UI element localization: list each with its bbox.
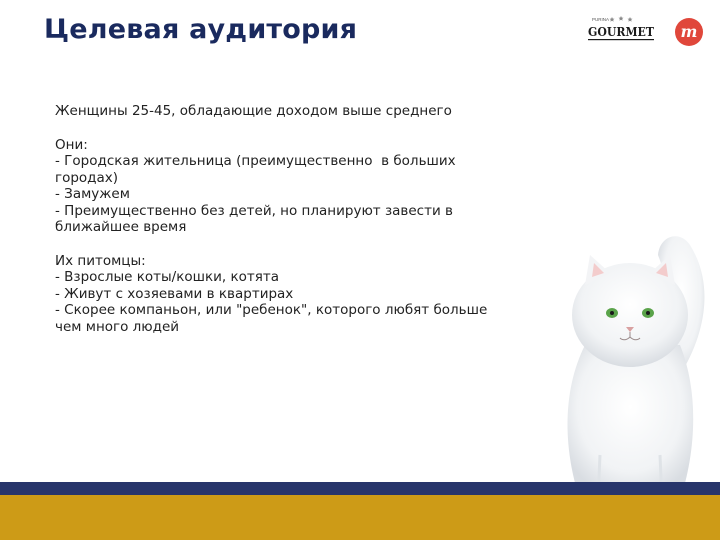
text-line: чем много людей [55, 318, 180, 335]
text-line: - Городская жительница (преимущественно в больших [55, 153, 456, 169]
badge-letter: m [680, 22, 698, 41]
brand-badge-icon [674, 17, 704, 47]
white-cat-illustration [530, 225, 720, 505]
text-line: городах) [55, 169, 119, 186]
slide-title: Целевая аудитория [44, 14, 358, 45]
paragraph-traits [55, 137, 535, 236]
text-line: - Скорее компаньон, или "ребенок", которого любят больше [55, 302, 488, 318]
footer-band-blue [0, 482, 720, 495]
text-line: - Взрослые коты/кошки, котята [55, 269, 280, 285]
text-line: Их питомцы: [55, 252, 146, 269]
text-line: - Живут с хозяевами в квартирах [55, 285, 294, 302]
text-line: Женщины 25-45, обладающие доходом выше среднего [55, 103, 452, 119]
gourmet-label: GOURMET [588, 24, 655, 39]
text-line: Они: [55, 136, 88, 153]
text-line: - Преимущественно без детей, но планируют завести в [55, 202, 453, 219]
body-text [55, 103, 535, 352]
paragraph-audience [55, 103, 535, 120]
purina-label: PURINA [592, 17, 610, 22]
paragraph-pets [55, 253, 535, 336]
gourmet-logo [586, 14, 656, 44]
footer-band-gold [0, 495, 720, 540]
text-line: ближайшее время [55, 219, 187, 235]
text-line: - Замужем [55, 186, 130, 202]
